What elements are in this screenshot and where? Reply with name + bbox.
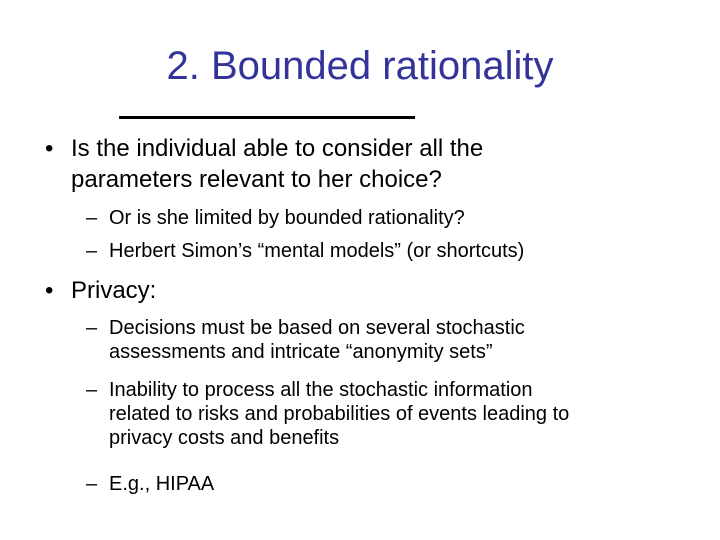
bullet-marker: • — [45, 277, 54, 304]
sub-bullet-2-2 — [86, 378, 696, 452]
sub-bullet-2-2-line-1: Inability to process all the stochastic information — [109, 379, 533, 401]
sub-bullet-marker: – — [86, 317, 98, 339]
sub-bullet-1-1 — [86, 206, 686, 230]
sub-bullet-2-2-line-3: privacy costs and benefits — [109, 427, 340, 449]
sub-bullet-1-1-line-1: Or is she limited by bounded rationality? — [109, 207, 465, 229]
sub-bullet-2-1-line-2: assessments and intricate “anonymity sets” — [109, 341, 493, 363]
sub-bullet-marker: – — [86, 379, 98, 401]
bullet-2 — [45, 276, 685, 306]
sub-bullet-2-3-line-1: E.g., HIPAA — [109, 473, 215, 495]
title-underline — [119, 116, 415, 119]
sub-bullet-2-1 — [86, 316, 686, 366]
sub-bullet-2-1-line-1: Decisions must be based on several stochastic — [109, 317, 525, 339]
sub-bullet-1-2-line-1: Herbert Simon’s “mental models” (or shortcuts) — [109, 240, 525, 262]
bullet-marker: • — [45, 135, 54, 162]
bullet-1-line-2: parameters relevant to her choice? — [71, 166, 442, 193]
sub-bullet-marker: – — [86, 240, 98, 262]
sub-bullet-marker: – — [86, 207, 98, 229]
bullet-2-line-1: Privacy: — [71, 277, 157, 304]
bullet-1 — [45, 134, 685, 194]
sub-bullet-2-2-line-2: related to risks and probabilities of events leading to — [109, 403, 570, 425]
sub-bullet-2-3 — [86, 472, 686, 496]
bullet-1-line-1: Is the individual able to consider all the — [71, 135, 484, 162]
slide-title: 2. Bounded rationality — [166, 44, 554, 88]
sub-bullet-marker: – — [86, 473, 98, 495]
sub-bullet-1-2 — [86, 239, 686, 263]
